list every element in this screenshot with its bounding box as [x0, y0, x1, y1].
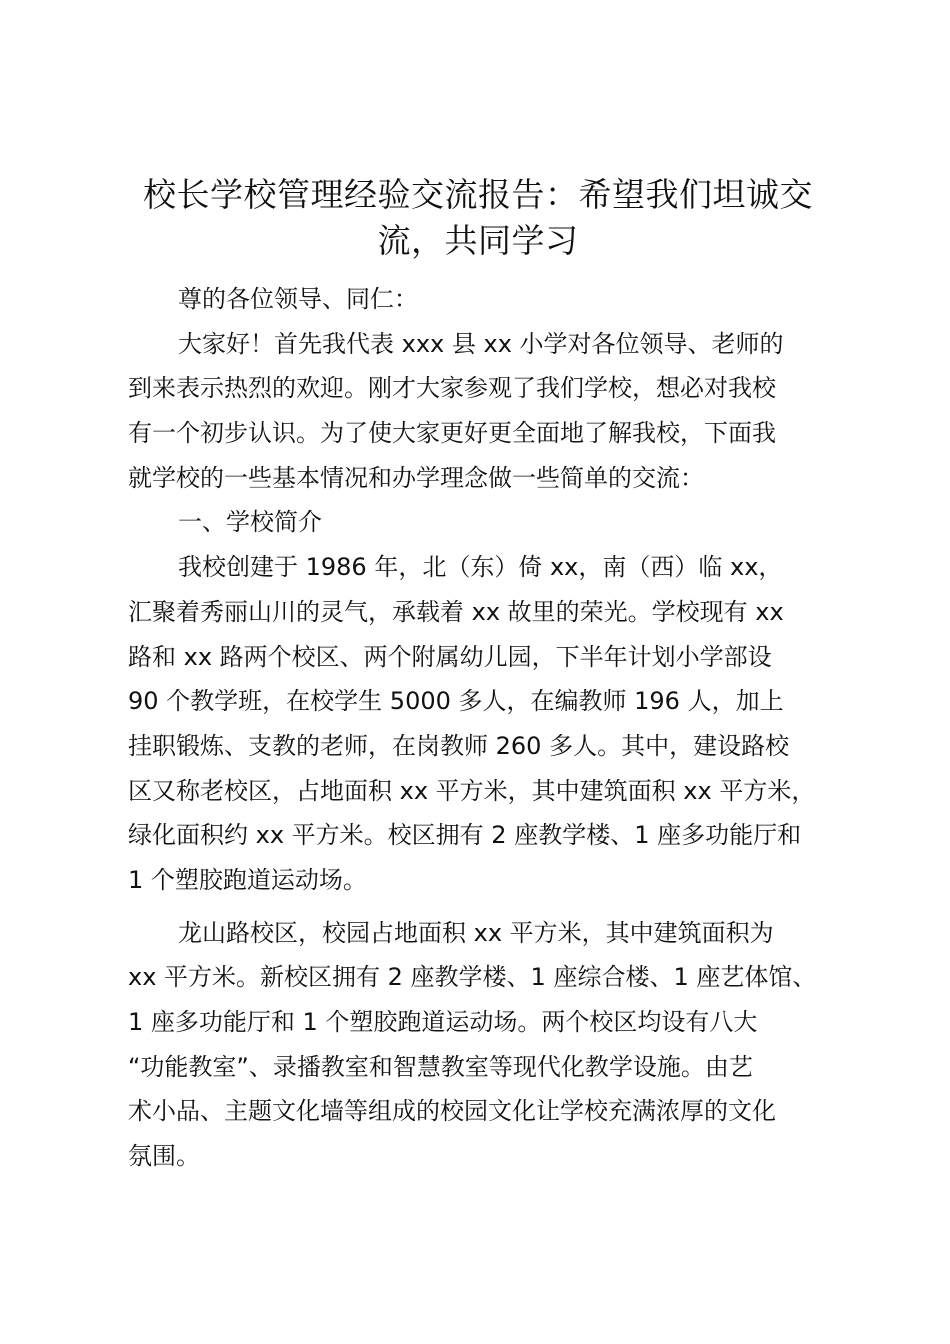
document-title — [118, 172, 838, 264]
paragraph-line: 路和 xx 路两个校区、两个附属幼儿园，下半年计划小学部设 — [128, 642, 772, 671]
paragraph-intro — [128, 322, 840, 501]
paragraph-line: 有一个初步认识。为了使大家更好更全面地了解我校，下面我 — [128, 419, 776, 448]
paragraph-line: 就学校的一些基本情况和办学理念做一些简单的交流： — [128, 463, 704, 492]
paragraph-gap — [128, 903, 840, 911]
paragraph-line: 龙山路校区，校园占地面积 xx 平方米，其中建筑面积为 — [178, 918, 774, 947]
paragraph-line: 氛围。 — [128, 1142, 200, 1171]
paragraph-line: 到来表示热烈的欢迎。刚才大家参观了我们学校，想必对我校 — [128, 374, 776, 403]
title-line-2: 流，共同学习 — [377, 221, 579, 260]
salutation: 尊的各位领导、同仁： — [178, 285, 418, 313]
paragraph-line: 90 个教学班，在校学生 5000 多人，在编教师 196 人，加上 — [128, 687, 784, 716]
paragraph-longshan-campus — [128, 911, 840, 1179]
document-body — [128, 277, 840, 1179]
section-heading: 一、学校简介 — [178, 508, 322, 537]
paragraph-line: 1 座多功能厅和 1 个塑胶跑道运动场。两个校区均设有八大 — [128, 1008, 758, 1036]
paragraph-line: 1 个塑胶跑道运动场。 — [128, 865, 367, 894]
paragraph-line: 大家好！首先我代表 xxx 县 xx 小学对各位领导、老师的 — [178, 329, 784, 358]
paragraph-line: 区又称老校区，占地面积 xx 平方米，其中建筑面积 xx 平方米， — [128, 776, 816, 805]
paragraph-school-intro — [128, 545, 840, 903]
paragraph-line: 术小品、主题文化墙等组成的校园文化让学校充满浓厚的文化 — [128, 1097, 776, 1126]
paragraph-line: 绿化面积约 xx 平方米。校区拥有 2 座教学楼、1 座多功能厅和 — [128, 821, 802, 850]
paragraph-line: “功能教室”、录播教室和智慧教室等现代化教学设施。由艺 — [128, 1052, 753, 1081]
paragraph-line: 汇聚着秀丽山川的灵气，承载着 xx 故里的荣光。学校现有 xx — [128, 597, 784, 626]
paragraph-line: xx 平方米。新校区拥有 2 座教学楼、1 座综合楼、1 座艺体馆、 — [128, 963, 817, 992]
paragraph-line: 我校创建于 1986 年，北（东）倚 xx，南（西）临 xx， — [178, 553, 783, 582]
paragraph-line: 挂职锻炼、支教的老师，在岗教师 260 多人。其中，建设路校 — [128, 731, 790, 760]
title-line-1: 校长学校管理经验交流报告：希望我们坦诚交 — [143, 175, 813, 214]
